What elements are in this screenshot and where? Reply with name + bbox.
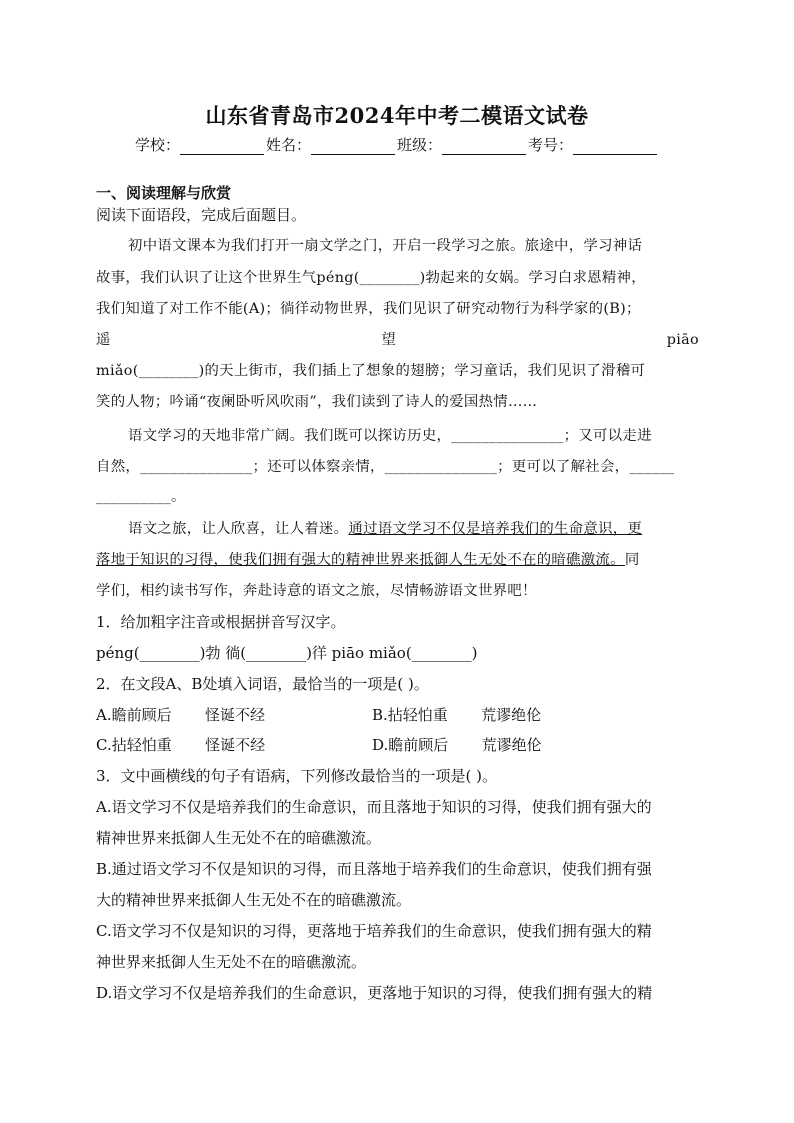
passage-line: [96, 550, 699, 570]
passage-line: 我们知道了对工作不能(A)；徜徉动物世界，我们见识了研究动物行为科学家的(B)；: [96, 301, 641, 317]
passage-line: [96, 330, 699, 350]
number-blank[interactable]: [573, 140, 657, 155]
option-b-cont: 大的精神世界来抵御人生无处不在的暗礁激流。: [96, 891, 412, 909]
question-2-options-row: [96, 705, 699, 725]
passage-word: 望: [381, 332, 397, 348]
underlined-sentence: 通过语文学习不仅是培养我们的生命意识，更: [348, 521, 643, 537]
name-label: 姓名：: [265, 136, 311, 154]
passage-line: miǎo(________)的天上街市，我们插上了想象的翅膀；学习童话，我们见识了滑稽可: [96, 363, 646, 379]
class-blank[interactable]: [442, 140, 526, 155]
option-d: D.语文学习不仅是培养我们的生命意识，更落地于知识的习得，使我们拥有强大的精: [96, 984, 653, 1002]
question-2-stem: 2．在文段A、B处填入词语，最恰当的一项是( )。: [96, 675, 429, 693]
name-blank[interactable]: [311, 140, 395, 155]
option-c: C.拈轻怕重 怪诞不经: [96, 736, 266, 754]
option-b: B.通过语文学习不仅是知识的习得，而且落地于培养我们的生命意识，使我们拥有强: [96, 860, 652, 878]
option-b: B.拈轻怕重 荒谬绝伦: [372, 706, 542, 724]
question-3-stem: 3．文中画横线的句子有语病，下列修改最恰当的一项是( )。: [96, 767, 498, 785]
class-label: 班级：: [397, 136, 443, 154]
passage-line: 语文学习的天地非常广阔。我们既可以探访历史，_______________；又可以走进: [128, 428, 652, 444]
underlined-sentence: 落地于知识的习得，使我们拥有强大的精神世界来抵御人生无处不在的暗礁激流。: [96, 552, 625, 568]
school-label: 学校：: [134, 136, 180, 154]
passage-line: [128, 519, 699, 539]
passage-line: 故事，我们认识了让这个世界生气péng(________)勃起来的女娲。学习白求恩精神，: [96, 270, 646, 286]
question-1-stem: 1．给加粗字注音或根据拼音写汉字。: [96, 613, 346, 631]
option-c: C.语文学习不仅是知识的习得，更落地于培养我们的生命意识，使我们拥有强大的精: [96, 922, 652, 940]
passage-text: 语文之旅，让人欣喜，让人着迷。: [128, 521, 349, 537]
passage-line: 初中语文课本为我们打开一扇文学之门，开启一段学习之旅。旅途中，学习神话: [128, 238, 643, 254]
passage-word: piāo: [666, 332, 699, 348]
passage-line: 笑的人物；吟诵“夜阑卧听风吹雨”，我们读到了诗人的爱国热情……: [96, 394, 538, 410]
option-c-cont: 神世界来抵御人生无处不在的暗礁激流。: [96, 953, 367, 971]
page-title: 山东省青岛市2024年中考二模语文试卷: [205, 103, 589, 128]
passage-line: __________。: [96, 489, 186, 505]
option-d: D.瞻前顾后 荒谬绝伦: [372, 736, 542, 754]
option-a-cont: 精神世界来抵御人生无处不在的暗礁激流。: [96, 829, 382, 847]
option-a: A.语文学习不仅是培养我们的生命意识，而且落地于知识的习得，使我们拥有强大的: [96, 798, 652, 816]
passage-line: 学们，相约读书写作，奔赴诗意的语文之旅，尽情畅游语文世界吧！: [96, 583, 537, 599]
number-label: 考号：: [528, 136, 574, 154]
passage-word: 遥: [96, 332, 111, 348]
question-1-line: péng(________)勃 徜(________)徉 piāo miǎo(________): [96, 644, 478, 662]
school-blank[interactable]: [180, 140, 264, 155]
student-info-line: [0, 134, 794, 155]
option-a: A.瞻前顾后 怪诞不经: [96, 706, 265, 724]
question-2-options-row: [96, 735, 699, 755]
section-instruction: 阅读下面语段，完成后面题目。: [96, 206, 307, 224]
section-heading: 一、阅读理解与欣赏: [96, 184, 232, 202]
passage-line: 自然，_______________；还可以体察亲情，_______________；更可以了解社会，______: [96, 459, 675, 475]
passage-text: 同: [624, 552, 640, 568]
